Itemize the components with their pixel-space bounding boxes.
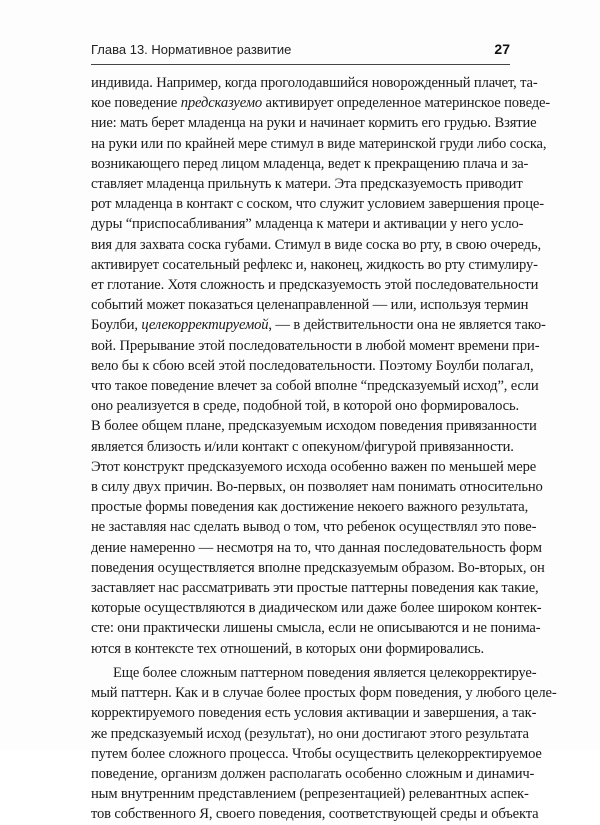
text-line: что такое поведение влечет за собой вполне “предсказуемый исход”, если xyxy=(91,378,539,395)
text-line: на руки или по крайней мере стимул в виде материнской груди либо соска, xyxy=(91,135,547,152)
paragraph-1 xyxy=(91,73,551,659)
text-line: вело бы к сбою всей этой последовательности. Поэтому Боулби полагал, xyxy=(91,357,534,374)
text-line: является близость и/или контакт с опекуном/фигурой привязанности. xyxy=(91,438,514,455)
text-line: дуры “приспосабливания” младенца к матери и активации у него усло- xyxy=(91,216,524,233)
text-line: В более общем плане, предсказуемым исходом поведения привязанности xyxy=(91,418,537,435)
text-line: ние: мать берет младенца на руки и начинает кормить его грудью. Взятие xyxy=(91,115,537,132)
text-line: ным внутренним представлением (репрезентацией) релевантных аспек- xyxy=(91,786,529,803)
text-line: событий может показаться целенаправленной — или, используя термин xyxy=(91,297,529,314)
text-line: возникающего перед лицом младенца, ведет к прекращению плача и за- xyxy=(91,155,529,172)
text-line: кое поведение предсказуемо активирует определенное материнское поведе- xyxy=(91,95,551,112)
text-line: рот младенца в контакт с соском, что служит условием завершения проце- xyxy=(91,196,544,213)
text-line: сте: они практически лишены смысла, если не описываются и не понима- xyxy=(91,620,541,637)
page-number: 27 xyxy=(494,41,510,57)
paragraph-2 xyxy=(91,663,557,825)
text-line: вой. Прерывание этой последовательности в любой момент времени при- xyxy=(91,337,540,354)
text-line: не заставляя нас сделать вывод о том, что ребенок осуществлял это пове- xyxy=(91,519,537,536)
text-line: заставляет нас рассматривать эти простые паттерны поведения как такие, xyxy=(91,580,539,597)
text-line: ются в контексте тех отношений, в которых они формировались. xyxy=(91,640,485,657)
chapter-title: Глава 13. Нормативное развитие xyxy=(91,42,292,57)
text-line: ставляет младенца прильнуть к матери. Эта предсказуемость приводит xyxy=(91,176,523,193)
text-line: индивида. Например, когда проголодавшийся новорожденный плачет, та- xyxy=(91,75,538,91)
header-rule xyxy=(91,64,510,65)
text-line: ет глотание. Хотя сложность и предсказуемость этой последовательности xyxy=(91,277,539,294)
body-text xyxy=(91,73,557,825)
text-line: путем более сложного процесса. Чтобы осуществить целекорректируемое xyxy=(91,745,542,762)
text-line: тов собственного Я, своего поведения, соответствующей среды и объекта xyxy=(91,806,539,823)
text-line: которые осуществляются в диадическом или даже более широком контек- xyxy=(91,600,542,617)
text-line: же предсказуемый исход (результат), но они достигают этого результата xyxy=(91,725,529,742)
text-line: мый паттерн. Как и в случае более простых форм поведения, у любого целе- xyxy=(91,685,557,702)
text-line: простые формы поведения как достижение некоего важного результата, xyxy=(91,499,529,516)
text-line: оно реализуется в среде, подобной той, в которой оно формировалось. xyxy=(91,398,519,415)
text-line: Боулби, целекорректируемой, — в действительности она не является тако- xyxy=(91,317,546,334)
text-line: корректируемого поведения есть условия активации и завершения, а так- xyxy=(91,705,537,722)
emphasis-text: целекорректируемой xyxy=(141,317,269,334)
running-header xyxy=(91,42,510,64)
text-line: в силу двух причин. Во-первых, он позволяет нам понимать относительно xyxy=(91,479,543,496)
text-line: Этот конструкт предсказуемого исхода особенно важен по меньшей мере xyxy=(91,458,537,475)
text-line: вия для захвата соска губами. Стимул в виде соска во рту, в свою очередь, xyxy=(91,236,541,253)
text-line: активирует сосательный рефлекс и, наконец, жидкость во рту стимулиру- xyxy=(91,256,538,273)
emphasis-text: предсказуемо xyxy=(180,95,266,112)
text-line: Еще более сложным паттерном поведения является целекорректируе- xyxy=(113,664,537,681)
text-line: поведения осуществляется вполне предсказуемым образом. Во-вторых, он xyxy=(91,559,545,576)
text-line: дение намеренно — несмотря на то, что данная последовательность форм xyxy=(91,539,542,556)
text-line: поведение, организм должен располагать особенно сложным и динамич- xyxy=(91,765,535,782)
